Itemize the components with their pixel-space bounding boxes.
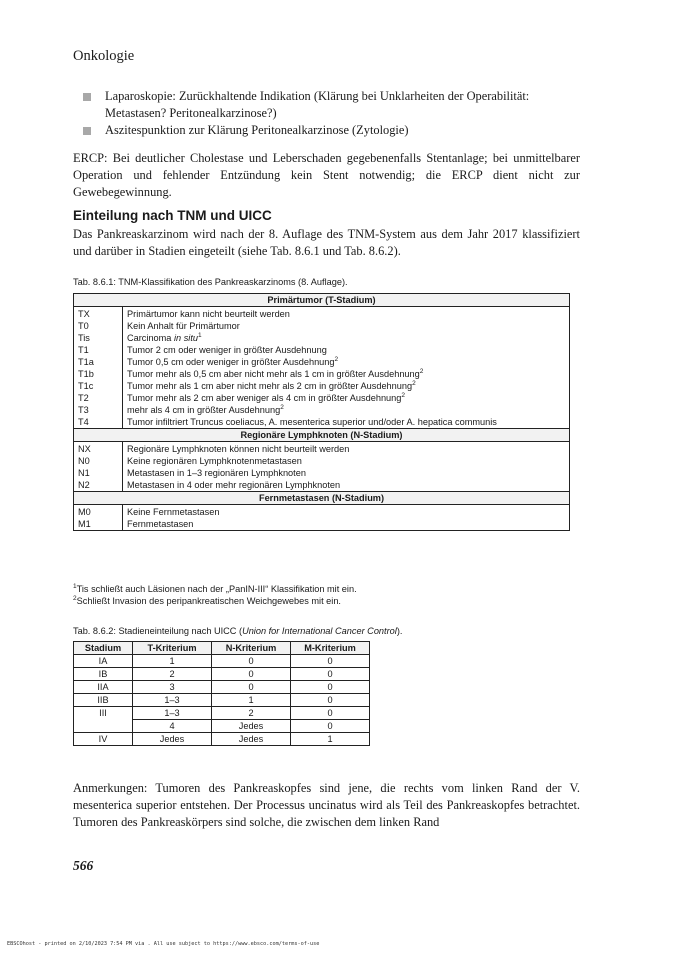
bullet-item [83, 88, 580, 122]
uicc-cell: 1–3 [133, 694, 212, 707]
uicc-cell: 0 [291, 655, 370, 668]
tnm-code: M1 [74, 518, 123, 531]
uicc-cell: 3 [133, 681, 212, 694]
tnm-row [74, 467, 570, 479]
tnm-code: N0 [74, 455, 123, 467]
tnm-description: Tumor mehr als 0,5 cm aber nicht mehr als 1 cm in größter Ausdehnung$^2$ [127, 367, 424, 379]
uicc-table [73, 641, 370, 746]
footnote-2: $^2$Schließt Invasion des peripankreatischen Weichgewebes mit ein. [73, 594, 341, 606]
tnm-row [74, 442, 570, 456]
running-head: Onkologie [73, 48, 135, 64]
tnm-description: Tumor 0,5 cm oder weniger in größter Ausdehnung$^2$ [127, 355, 339, 367]
uicc-row [74, 707, 370, 720]
tnm-code: T2 [74, 392, 123, 404]
tnm-row [74, 505, 570, 519]
uicc-row [74, 733, 370, 746]
tnm-code: M0 [74, 505, 123, 519]
tnm-description: Kein Anhalt für Primärtumor [127, 321, 240, 331]
uicc-row [74, 668, 370, 681]
tnm-code: Tis [74, 332, 123, 344]
ercp-paragraph: ERCP: Bei deutlicher Cholestase und Leberschaden gegebenenfalls Stentanlage; bei unmittelbarer Operation und fehlender Entzündung kein Stent notwendig; die ERCP dient nicht zur Gewebegewinnung. [73, 151, 580, 199]
uicc-cell: III [74, 707, 133, 720]
tnm-description: Carcinoma in situ$^1$ [127, 331, 202, 343]
uicc-cell [74, 720, 133, 733]
uicc-cell: 1 [133, 655, 212, 668]
tnm-code: N2 [74, 479, 123, 492]
uicc-cell: 2 [212, 707, 291, 720]
uicc-cell: 0 [291, 668, 370, 681]
uicc-cell: Jedes [212, 733, 291, 746]
uicc-row [74, 655, 370, 668]
uicc-row [74, 694, 370, 707]
bullet-item [83, 122, 580, 139]
uicc-cell: Jedes [212, 720, 291, 733]
section-title: Regionäre Lymphknoten (N-Stadium) [74, 429, 570, 442]
table2-caption: Tab. 8.6.2: Stadieneinteilung nach UICC (Union for International Cancer Control). [73, 626, 403, 636]
page-number: 566 [73, 858, 94, 873]
bullet-text: Laparoskopie: Zurückhaltende Indikation (Klärung bei Unklarheiten der Operabilität: Metastasen? Peritonealkarzinose?) [105, 89, 530, 120]
uicc-cell: Jedes [133, 733, 212, 746]
tnm-description: Tumor mehr als 1 cm aber nicht mehr als 2 cm in größter Ausdehnung$^2$ [127, 379, 416, 391]
uicc-cell: 4 [133, 720, 212, 733]
uicc-cell: 0 [291, 694, 370, 707]
tnm-section-header [74, 294, 570, 307]
uicc-cell: 0 [212, 681, 291, 694]
tnm-table [73, 293, 570, 531]
header-m: M-Kriterium [291, 642, 370, 655]
uicc-cell: 0 [291, 720, 370, 733]
header-stadium: Stadium [74, 642, 133, 655]
uicc-cell: 0 [291, 707, 370, 720]
tnm-section-header [74, 492, 570, 505]
uicc-row [74, 720, 370, 733]
tnm-code: TX [74, 307, 123, 321]
uicc-cell: 1–3 [133, 707, 212, 720]
tnm-code: T1 [74, 344, 123, 356]
bullet-square-icon [83, 127, 91, 135]
tnm-row [74, 479, 570, 492]
header-t: T-Kriterium [133, 642, 212, 655]
tnm-code: T1a [74, 356, 123, 368]
tnm-code: T0 [74, 320, 123, 332]
uicc-cell: 0 [291, 681, 370, 694]
tnm-description: Regionäre Lymphknoten können nicht beurteilt werden [127, 444, 350, 454]
uicc-header-row [74, 642, 370, 655]
uicc-cell: 0 [212, 655, 291, 668]
uicc-cell: 1 [291, 733, 370, 746]
tnm-section-header [74, 429, 570, 442]
uicc-cell: 1 [212, 694, 291, 707]
uicc-cell: IIA [74, 681, 133, 694]
footer-notice: EBSCOhost - printed on 2/10/2023 7:54 PM via . All use subject to https://www.ebsco.com/terms-of-use [7, 941, 320, 947]
tnm-row [74, 416, 570, 429]
tnm-row [74, 307, 570, 321]
tnm-code: N1 [74, 467, 123, 479]
uicc-cell: 2 [133, 668, 212, 681]
tnm-description: Metastasen in 1–3 regionären Lymphknoten [127, 468, 306, 478]
uicc-cell: 0 [212, 668, 291, 681]
tnm-description: Fernmetastasen [127, 519, 194, 529]
section-title: Primärtumor (T-Stadium) [74, 294, 570, 307]
table1-footnotes [73, 583, 357, 607]
tnm-description: mehr als 4 cm in größter Ausdehnung$^2$ [127, 403, 284, 415]
table1-caption: Tab. 8.6.1: TNM-Klassifikation des Pankreaskarzinoms (8. Auflage). [73, 277, 348, 287]
uicc-cell: IA [74, 655, 133, 668]
tnm-row [74, 518, 570, 531]
tnm-row [74, 455, 570, 467]
tnm-row [74, 404, 570, 416]
tnm-description: Primärtumor kann nicht beurteilt werden [127, 309, 290, 319]
tnm-row [74, 332, 570, 344]
tnm-description: Keine regionären Lymphknotenmetastasen [127, 456, 302, 466]
tnm-description: Tumor mehr als 2 cm aber weniger als 4 cm in größter Ausdehnung$^2$ [127, 391, 406, 403]
tnm-description: Keine Fernmetastasen [127, 507, 220, 517]
section-title: Fernmetastasen (N-Stadium) [74, 492, 570, 505]
bullet-square-icon [83, 93, 91, 101]
tnm-row [74, 344, 570, 356]
header-n: N-Kriterium [212, 642, 291, 655]
tnm-code: T1b [74, 368, 123, 380]
tnm-row [74, 356, 570, 368]
tnm-row [74, 380, 570, 392]
section-heading: Einteilung nach TNM und UICC [73, 208, 272, 223]
uicc-cell: IB [74, 668, 133, 681]
bullet-list [83, 88, 580, 139]
notes-paragraph: Anmerkungen: Tumoren des Pankreaskopfes sind jene, die rechts vom linken Rand der V. mesenterica superior entstehen. Der Processus uncinatus wird als Teil des Pankreaskopfes betrachtet. Tumoren des Pankreaskörpers sind solche, die zwischen dem linken Rand [73, 781, 580, 829]
tnm-row [74, 392, 570, 404]
footnote-1: $^1$Tis schließt auch Läsionen nach der „PanIN-III“ Klassifikation mit ein. [73, 582, 357, 594]
tnm-description: Tumor 2 cm oder weniger in größter Ausdehnung [127, 345, 327, 355]
tnm-row [74, 368, 570, 380]
intro-paragraph: Das Pankreaskarzinom wird nach der 8. Auflage des TNM-System aus dem Jahr 2017 klassifiziert und darüber in Stadien eingeteilt (siehe Tab. 8.6.1 und Tab. 8.6.2). [73, 227, 580, 258]
bullet-text: Aszitespunktion zur Klärung Peritonealkarzinose (Zytologie) [105, 123, 409, 137]
tnm-code: T4 [74, 416, 123, 429]
tnm-description: Metastasen in 4 oder mehr regionären Lymphknoten [127, 480, 341, 490]
tnm-code: T3 [74, 404, 123, 416]
uicc-row [74, 681, 370, 694]
tnm-code: NX [74, 442, 123, 456]
uicc-cell: IIB [74, 694, 133, 707]
tnm-row [74, 320, 570, 332]
tnm-code: T1c [74, 380, 123, 392]
uicc-cell: IV [74, 733, 133, 746]
tnm-description: Tumor infiltriert Truncus coeliacus, A. mesenterica superior und/oder A. hepatica communis [127, 417, 497, 427]
